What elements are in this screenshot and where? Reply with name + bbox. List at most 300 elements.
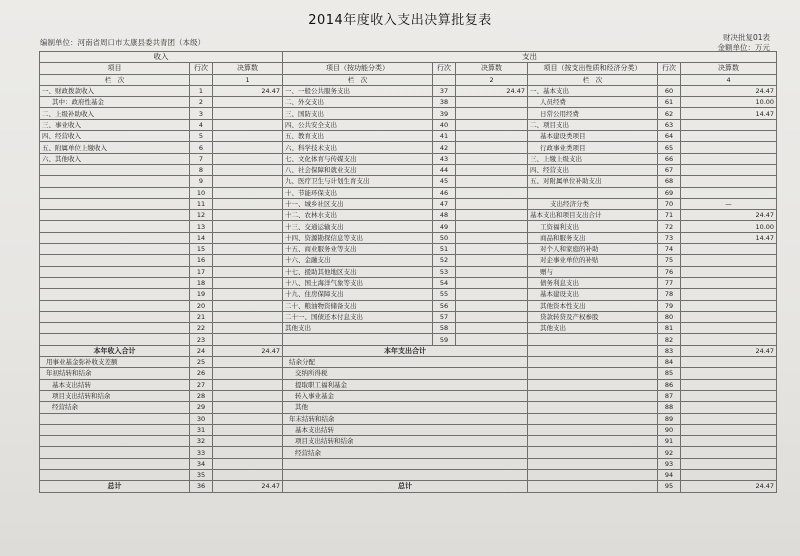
grand-total-row: [40, 481, 777, 492]
spacer: [528, 469, 658, 480]
table-row: [40, 289, 777, 300]
row-no: 20: [190, 300, 213, 311]
function-item: 十九、住房保障支出: [283, 289, 433, 300]
balance-item: [40, 469, 190, 480]
function-amount: [456, 131, 528, 142]
row-no: 24: [190, 345, 213, 356]
income-item: 四、经营收入: [40, 131, 190, 142]
function-item: 十八、国土海洋气象等支出: [283, 277, 433, 288]
balance-amount: [681, 458, 777, 469]
balance-amount: [213, 402, 283, 413]
row-no: 28: [190, 390, 213, 401]
function-amount: [456, 289, 528, 300]
balance-item: 年初结转和结余: [40, 368, 190, 379]
income-item: [40, 311, 190, 322]
balance-item: 用事业基金弥补收支差额: [40, 357, 190, 368]
row-no: 54: [433, 277, 456, 288]
income-item: [40, 244, 190, 255]
grand-total-amount-2: 24.47: [681, 481, 777, 492]
income-item: [40, 187, 190, 198]
row-no: 62: [658, 108, 681, 119]
col-amount: 决算数: [681, 63, 777, 74]
row-no: 48: [433, 210, 456, 221]
main-rows: [40, 85, 777, 345]
table-row: [40, 85, 777, 96]
col-index: 1: [213, 74, 283, 85]
nature-amount: 14.47: [681, 232, 777, 243]
row-no: 91: [658, 436, 681, 447]
row-no: 29: [190, 402, 213, 413]
row-no: 72: [658, 221, 681, 232]
function-amount: [456, 210, 528, 221]
table-row: [40, 379, 777, 390]
table-row: [40, 402, 777, 413]
row-no: 49: [433, 221, 456, 232]
grand-total-label: 总计: [40, 481, 190, 492]
income-item: [40, 334, 190, 345]
row-no: 25: [190, 357, 213, 368]
row-no: 15: [190, 244, 213, 255]
row-no: 37: [433, 85, 456, 96]
function-item: 十一、城乡社区支出: [283, 198, 433, 209]
reporting-unit: 编制单位：河南省周口市太康县委共青团（本级）: [40, 38, 205, 47]
row-no: 93: [658, 458, 681, 469]
row-no: 61: [658, 97, 681, 108]
balance-amount: [681, 357, 777, 368]
income-amount: [213, 289, 283, 300]
row-no: 21: [190, 311, 213, 322]
nature-amount: —: [681, 198, 777, 209]
row-no: 81: [658, 323, 681, 334]
income-item: [40, 164, 190, 175]
row-no: 95: [658, 481, 681, 492]
nature-item: 商品和服务支出: [528, 232, 658, 243]
budget-table: [39, 51, 777, 493]
row-no: 13: [190, 221, 213, 232]
row-no: 1: [190, 85, 213, 96]
col-label: 栏 次: [40, 74, 190, 85]
nature-amount: [681, 300, 777, 311]
nature-item: 对企事业单位的补贴: [528, 255, 658, 266]
balance-amount: [213, 436, 283, 447]
row-no: 75: [658, 255, 681, 266]
row-no: 7: [190, 153, 213, 164]
function-amount: [456, 255, 528, 266]
row-no: 47: [433, 198, 456, 209]
row-no: 43: [433, 153, 456, 164]
spacer: [528, 357, 658, 368]
nature-amount: [681, 187, 777, 198]
income-item: 六、其他收入: [40, 153, 190, 164]
nature-amount: 14.47: [681, 108, 777, 119]
row-no: 4: [190, 119, 213, 130]
income-amount: [213, 176, 283, 187]
row-no: 3: [190, 108, 213, 119]
row-no: 38: [433, 97, 456, 108]
income-amount: [213, 108, 283, 119]
balance-amount: [213, 379, 283, 390]
table-row: [40, 368, 777, 379]
income-amount: [213, 164, 283, 175]
balance-item: 结余分配: [283, 357, 528, 368]
spacer: [528, 424, 658, 435]
table-row: [40, 119, 777, 130]
nature-amount: [681, 255, 777, 266]
function-amount: [456, 300, 528, 311]
row-no: 67: [658, 164, 681, 175]
income-amount: [213, 142, 283, 153]
function-amount: [456, 97, 528, 108]
row-no: 32: [190, 436, 213, 447]
row-no: 56: [433, 300, 456, 311]
expense-total-label: 本年支出合计: [283, 345, 528, 356]
balance-item: [40, 413, 190, 424]
row-no: 89: [658, 413, 681, 424]
function-item: 十三、交通运输支出: [283, 221, 433, 232]
function-item: [283, 334, 433, 345]
nature-amount: 24.47: [681, 85, 777, 96]
row-no: 55: [433, 289, 456, 300]
balance-item: 转入事业基金: [283, 390, 528, 401]
nature-item: 日常公用经费: [528, 108, 658, 119]
income-amount: [213, 153, 283, 164]
table-row: [40, 255, 777, 266]
nature-amount: [681, 311, 777, 322]
table-row: [40, 153, 777, 164]
row-no: 86: [658, 379, 681, 390]
function-amount: [456, 176, 528, 187]
table-row: [40, 108, 777, 119]
income-total-amount: 24.47: [213, 345, 283, 356]
table-row: [40, 210, 777, 221]
col-row-no: 行次: [190, 63, 213, 74]
nature-item: 赠与: [528, 266, 658, 277]
row-no: 60: [658, 85, 681, 96]
spacer: [528, 390, 658, 401]
nature-item: 债务利息支出: [528, 277, 658, 288]
table-row: [40, 244, 777, 255]
balance-amount: [213, 424, 283, 435]
table-row: [40, 221, 777, 232]
nature-amount: [681, 153, 777, 164]
balance-item: 项目支出结转和结余: [283, 436, 528, 447]
balance-item: 经营结余: [283, 447, 528, 458]
income-amount: [213, 323, 283, 334]
row-no: 51: [433, 244, 456, 255]
balance-amount: [681, 469, 777, 480]
function-item: 三、国防支出: [283, 108, 433, 119]
row-no: 73: [658, 232, 681, 243]
nature-item: [528, 334, 658, 345]
expense-header: 支出: [283, 52, 777, 63]
table-row: [40, 323, 777, 334]
function-amount: [456, 198, 528, 209]
nature-amount: [681, 164, 777, 175]
table-row: [40, 300, 777, 311]
col-item: 项目: [40, 63, 190, 74]
balance-item: [40, 458, 190, 469]
row-no: 84: [658, 357, 681, 368]
col-amount: 决算数: [456, 63, 528, 74]
function-item: 十四、资源勘探信息等支出: [283, 232, 433, 243]
nature-item: 对个人和家庭的补助: [528, 244, 658, 255]
row-no: 45: [433, 176, 456, 187]
section-header-row: [40, 52, 777, 63]
income-item: [40, 210, 190, 221]
balance-item: [40, 424, 190, 435]
income-item: [40, 266, 190, 277]
balance-amount: [681, 379, 777, 390]
nature-amount: [681, 323, 777, 334]
table-row: [40, 469, 777, 480]
spacer: [528, 368, 658, 379]
income-amount: [213, 334, 283, 345]
nature-amount: 10.00: [681, 97, 777, 108]
income-amount: [213, 232, 283, 243]
nature-amount: 10.00: [681, 221, 777, 232]
row-no: 5: [190, 131, 213, 142]
income-item: [40, 323, 190, 334]
balance-item: 交纳所得税: [283, 368, 528, 379]
row-no: 94: [658, 469, 681, 480]
balance-amount: [681, 368, 777, 379]
income-item: 三、事业收入: [40, 119, 190, 130]
balance-amount: [213, 413, 283, 424]
row-no: 35: [190, 469, 213, 480]
function-item: 七、文化体育与传媒支出: [283, 153, 433, 164]
row-no: 59: [433, 334, 456, 345]
expense-total-amount: 24.47: [681, 345, 777, 356]
row-no: 2: [190, 97, 213, 108]
table-row: [40, 357, 777, 368]
col-label: 栏 次: [528, 74, 658, 85]
function-amount: [456, 142, 528, 153]
income-amount: [213, 131, 283, 142]
balance-amount: [681, 436, 777, 447]
row-no: 70: [658, 198, 681, 209]
nature-item: 基本支出和项目支出合计: [528, 210, 658, 221]
nature-item: 贷款转贷及产权参股: [528, 311, 658, 322]
row-no: 39: [433, 108, 456, 119]
nature-item: 基本建设支出: [528, 289, 658, 300]
table-row: [40, 164, 777, 175]
nature-item: 工资福利支出: [528, 221, 658, 232]
row-no: 22: [190, 323, 213, 334]
column-header-row: [40, 63, 777, 74]
balance-item: 基本支出结转: [283, 424, 528, 435]
col-row-no: 行次: [658, 63, 681, 74]
income-amount: [213, 198, 283, 209]
row-no: 76: [658, 266, 681, 277]
balance-item: 基本支出结转: [40, 379, 190, 390]
row-no: 33: [190, 447, 213, 458]
function-item: 二十、粮油物资储备支出: [283, 300, 433, 311]
row-no: 26: [190, 368, 213, 379]
income-amount: [213, 119, 283, 130]
row-no: 19: [190, 289, 213, 300]
function-item: 十二、农林水支出: [283, 210, 433, 221]
balance-item: 项目支出结转和结余: [40, 390, 190, 401]
function-item: 二十一、国债还本付息支出: [283, 311, 433, 322]
row-no: 90: [658, 424, 681, 435]
nature-item: 三、上缴上级支出: [528, 153, 658, 164]
income-amount: [213, 187, 283, 198]
income-item: [40, 176, 190, 187]
income-amount: 24.47: [213, 85, 283, 96]
table-row: [40, 97, 777, 108]
row-no: 10: [190, 187, 213, 198]
balance-amount: [213, 447, 283, 458]
nature-item: 一、基本支出: [528, 85, 658, 96]
function-amount: [456, 153, 528, 164]
col-label: 栏 次: [283, 74, 433, 85]
row-no: 83: [658, 345, 681, 356]
table-row: [40, 413, 777, 424]
table-row: [40, 424, 777, 435]
row-no: 85: [658, 368, 681, 379]
nature-item: 基本建设类项目: [528, 131, 658, 142]
table-row: [40, 131, 777, 142]
row-no: 82: [658, 334, 681, 345]
nature-item: [528, 187, 658, 198]
row-no: 57: [433, 311, 456, 322]
balance-amount: [213, 368, 283, 379]
nature-amount: [681, 244, 777, 255]
income-item: [40, 277, 190, 288]
row-no: 12: [190, 210, 213, 221]
row-no: 66: [658, 153, 681, 164]
row-no: 16: [190, 255, 213, 266]
income-amount: [213, 97, 283, 108]
row-no: 78: [658, 289, 681, 300]
row-no: 41: [433, 131, 456, 142]
income-amount: [213, 266, 283, 277]
row-no: 68: [658, 176, 681, 187]
nature-item: 四、经营支出: [528, 164, 658, 175]
function-item: 十五、商业服务业等支出: [283, 244, 433, 255]
row-no: 80: [658, 311, 681, 322]
balance-amount: [213, 469, 283, 480]
income-item: [40, 232, 190, 243]
table-row: [40, 458, 777, 469]
page-title: 2014年度收入支出决算批复表: [308, 13, 492, 28]
row-no: 11: [190, 198, 213, 209]
table-row: [40, 142, 777, 153]
income-item: [40, 221, 190, 232]
income-item: 五、附属单位上缴收入: [40, 142, 190, 153]
row-no: 71: [658, 210, 681, 221]
nature-item: 二、项目支出: [528, 119, 658, 130]
row-no: 63: [658, 119, 681, 130]
row-no: 8: [190, 164, 213, 175]
spacer: [528, 379, 658, 390]
col-item-nature: 项目（按支出性质和经济分类）: [528, 63, 658, 74]
bottom-rows: [40, 357, 777, 481]
balance-item: [40, 447, 190, 458]
nature-item: 其他支出: [528, 323, 658, 334]
column-index-row: [40, 74, 777, 85]
nature-amount: [681, 131, 777, 142]
col-index: 4: [681, 74, 777, 85]
balance-amount: [681, 413, 777, 424]
income-item: [40, 289, 190, 300]
function-amount: [456, 244, 528, 255]
spacer: [528, 402, 658, 413]
row-no: 14: [190, 232, 213, 243]
nature-item: 五、对附属单位补助支出: [528, 176, 658, 187]
function-amount: [456, 164, 528, 175]
balance-amount: [681, 390, 777, 401]
function-amount: 24.47: [456, 85, 528, 96]
table-row: [40, 266, 777, 277]
function-item: 九、医疗卫生与计划生育支出: [283, 176, 433, 187]
table-row: [40, 198, 777, 209]
table-row: [40, 176, 777, 187]
function-amount: [456, 108, 528, 119]
row-no: 53: [433, 266, 456, 277]
row-no: 42: [433, 142, 456, 153]
table-row: [40, 436, 777, 447]
row-no: 40: [433, 119, 456, 130]
function-item: 十七、援助其他地区支出: [283, 266, 433, 277]
row-no: 50: [433, 232, 456, 243]
table-row: [40, 232, 777, 243]
function-item: 五、教育支出: [283, 131, 433, 142]
balance-item: [283, 458, 528, 469]
function-item: 六、科学技术支出: [283, 142, 433, 153]
table-row: [40, 187, 777, 198]
row-no: 79: [658, 300, 681, 311]
income-item: [40, 255, 190, 266]
table-row: [40, 277, 777, 288]
row-no: 9: [190, 176, 213, 187]
total-row: [40, 345, 777, 356]
balance-amount: [681, 402, 777, 413]
row-no: 6: [190, 142, 213, 153]
income-amount: [213, 255, 283, 266]
row-no: 30: [190, 413, 213, 424]
row-no: 23: [190, 334, 213, 345]
function-item: 十、节能环保支出: [283, 187, 433, 198]
income-amount: [213, 210, 283, 221]
table-row: [40, 447, 777, 458]
income-item: [40, 300, 190, 311]
row-no: 69: [658, 187, 681, 198]
row-no: 88: [658, 402, 681, 413]
row-no: 34: [190, 458, 213, 469]
income-item: [40, 198, 190, 209]
nature-amount: [681, 334, 777, 345]
row-no: 92: [658, 447, 681, 458]
row-no: 36: [190, 481, 213, 492]
table-row: [40, 311, 777, 322]
income-total-label: 本年收入合计: [40, 345, 190, 356]
amount-unit: 金额单位：万元: [717, 43, 770, 52]
col-item-function: 项目（按功能分类）: [283, 63, 433, 74]
row-no: 64: [658, 131, 681, 142]
balance-amount: [681, 447, 777, 458]
row-no: 31: [190, 424, 213, 435]
nature-amount: [681, 119, 777, 130]
row-no: 44: [433, 164, 456, 175]
balance-item: [283, 469, 528, 480]
function-amount: [456, 187, 528, 198]
spacer: [528, 447, 658, 458]
function-amount: [456, 334, 528, 345]
spacer: [528, 413, 658, 424]
function-amount: [456, 323, 528, 334]
balance-item: 提取职工福利基金: [283, 379, 528, 390]
